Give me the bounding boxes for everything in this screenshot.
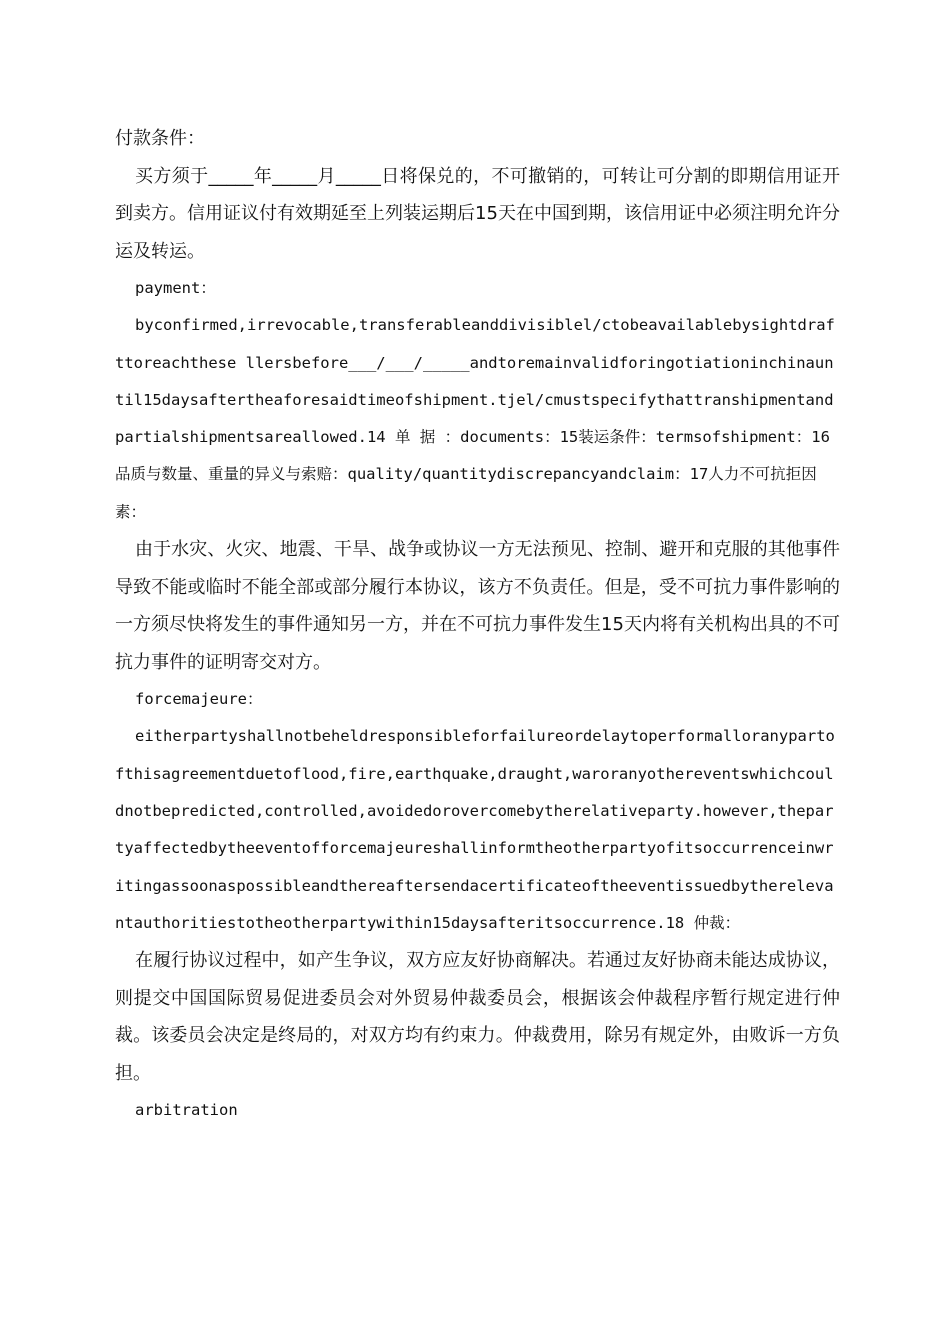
payment-terms-paragraph-cn: 买方须于_____年_____月_____日将保兑的，不可撤销的，可转让可分割的即期信用证开到卖方。信用证议付有效期延至上列装运期后15天在中国到期，该信用证中必须注明允许分运及转运。 [115, 165, 840, 262]
arbitration-paragraph-cn: 在履行协议过程中，如产生争议，双方应友好协商解决。若通过友好协商未能达成协议，则提交中国国际贸易促进委员会对外贸易仲裁委员会，根据该会仲裁程序暂行规定进行仲裁。该委员会决定是终局的，对双方均有约束力。仲裁费用，除另有规定外，由败诉一方负担。 [115, 950, 840, 1084]
force-majeure-paragraph-en: eitherpartyshallnotbeheldresponsibleforfailureordelaytoperformalloranypartofthisagreementduetoflood,fire,earthquake,draught,waroranyothereventswhichcouldnotbepredicted,controlled,avoidedorovercomebytherelativeparty.however,thepartyaffectedbytheeventofforcemajeureshallinformtheotherpartyofitsoccurrenceinwritingassoonaspossibleandthereaftersendacertificateoftheeventissuedbytherelevantauthoritiestotheotherpartywithin15daysafteritsoccurrence.18 仲裁： [115, 727, 835, 932]
force-majeure-paragraph-cn: 由于水灾、火灾、地震、干旱、战争或协议一方无法预见、控制、避开和克服的其他事件导致不能或临时不能全部或部分履行本协议，该方不负责任。但是，受不可抗力事件影响的一方须尽快将发生的事件通知另一方，并在不可抗力事件发生15天内将有关机构出具的不可抗力事件的证明寄交对方。 [115, 539, 840, 673]
arbitration-heading-en: arbitration [135, 1101, 238, 1120]
payment-heading-en: payment： [135, 279, 216, 297]
payment-terms-heading: 付款条件： [115, 128, 205, 149]
document-page [115, 120, 840, 1129]
payment-paragraph-en: byconfirmed,irrevocable,transferableanddivisiblel/ctobeavailablebysightdrafttoreachthese llersbefore___/___/_____andtoremainvalidforingotiationinchinauntil15daysaftertheaforesaidtimeofshipment.tjel/cmustspecifythattranshipmentandpartialshipmentsareallowed.14 单 据 ：documents：15装运条件：termsofshipment：16品质与数量、重量的异义与索赔：quality/quantitydiscrepancyandclaim：17人力不可抗拒因素： [115, 316, 835, 521]
force-majeure-heading-en: forcemajeure： [135, 690, 263, 709]
